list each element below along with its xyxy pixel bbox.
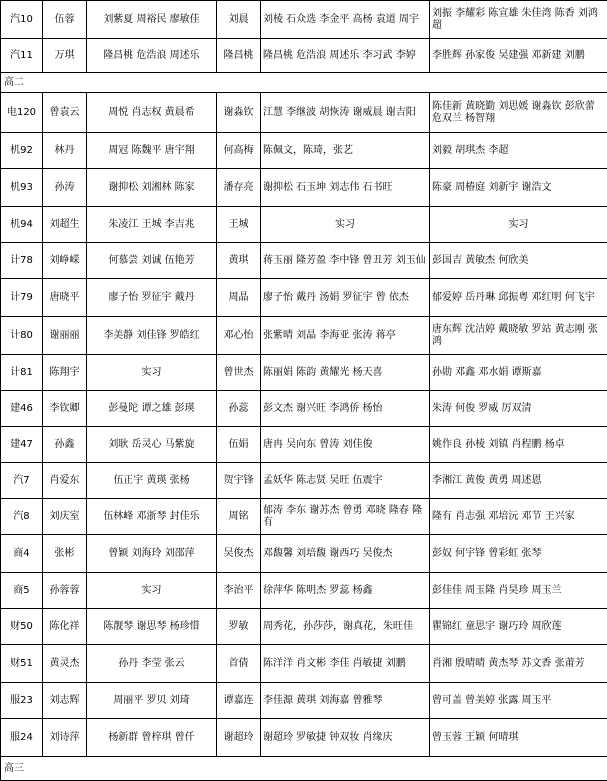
list-a-cell: 周秀花，孙莎莎，谢真花，朱旺佳 <box>261 609 430 645</box>
class-cell: 机92 <box>1 133 43 169</box>
members-cell: 谢抑松 刘湘林 陈家 <box>87 169 217 207</box>
table-row <box>1 355 607 391</box>
table-row <box>1 39 607 73</box>
list-a-cell: 谢超玲 罗敏捷 钟双妆 肖缘庆 <box>261 719 430 757</box>
members-cell: 何慕尝 刘诚 伍艳芳 <box>87 243 217 279</box>
members-cell: 隆昌桃 危浩浪 周述乐 <box>87 39 217 73</box>
list-a-cell: 陈洋洋 肖文彬 李佳 肖敏捷 刘鹏 <box>261 645 430 683</box>
table-row <box>1 535 607 573</box>
list-b-cell: 朱涛 何俊 罗威 厉双清 <box>430 391 607 427</box>
leader-cell: 谭嘉连 <box>217 683 261 719</box>
members-cell: 伍正宇 黄瑛 张杨 <box>87 463 217 499</box>
class-cell: 汽11 <box>1 39 43 73</box>
class-cell: 财51 <box>1 645 43 683</box>
table-row <box>1 93 607 133</box>
section-row <box>1 757 607 781</box>
members-cell: 周丽平 罗贝 刘琦 <box>87 683 217 719</box>
list-b-cell: 孙勋 邓鑫 邓水娟 谭斯嘉 <box>430 355 607 391</box>
list-b-cell: 曾可盖 曾美婷 张露 周玉平 <box>430 683 607 719</box>
list-a-cell: 廖子怡 戴丹 汤娟 罗征宇 曾 依杰 <box>261 279 430 317</box>
table-row <box>1 609 607 645</box>
table-row <box>1 207 607 243</box>
table-row <box>1 683 607 719</box>
list-a-cell: 郁涛 李东 谢苏杰 曾勇 邓晓 隆春 隆有 <box>261 499 430 535</box>
list-b-cell: 彭国吉 黄敏杰 何欣美 <box>430 243 607 279</box>
list-a-cell: 孟妖华 陈志贤 吴旺 伍震宇 <box>261 463 430 499</box>
leader-cell: 潘存亮 <box>217 169 261 207</box>
class-cell: 计80 <box>1 317 43 355</box>
head-teacher-cell: 张彬 <box>43 535 87 573</box>
leader-cell: 隆昌桃 <box>217 39 261 73</box>
list-b-cell: 刘毅 胡琪杰 李超 <box>430 133 607 169</box>
class-cell: 服23 <box>1 683 43 719</box>
members-cell: 李美静 刘佳锋 罗皓红 <box>87 317 217 355</box>
leader-cell: 李治平 <box>217 573 261 609</box>
class-cell: 计79 <box>1 279 43 317</box>
head-teacher-cell: 曾袁云 <box>43 93 87 133</box>
list-b-cell: 彭佳佳 周玉隆 肖昊珍 周玉兰 <box>430 573 607 609</box>
leader-cell: 何高梅 <box>217 133 261 169</box>
head-teacher-cell: 万琪 <box>43 39 87 73</box>
leader-cell: 邓心怡 <box>217 317 261 355</box>
table-row <box>1 719 607 757</box>
class-cell: 汽10 <box>1 1 43 39</box>
list-a-cell: 彭文杰 谢兴旺 李鸿侨 杨怡 <box>261 391 430 427</box>
list-b-cell: 肖湘 殷晴晴 黄杰琴 苏文香 张莆芳 <box>430 645 607 683</box>
class-cell: 商4 <box>1 535 43 573</box>
class-cell: 机94 <box>1 207 43 243</box>
members-cell: 杨新群 曾梓琪 曾仟 <box>87 719 217 757</box>
head-teacher-cell: 刘诗萍 <box>43 719 87 757</box>
list-a-cell: 唐冉 吴向东 曾涛 刘佳俊 <box>261 427 430 463</box>
head-teacher-cell: 孙蓉蓉 <box>43 573 87 609</box>
list-b-cell: 隆有 肖志强 邓培沅 邓节 王兴家 <box>430 499 607 535</box>
table-row <box>1 279 607 317</box>
head-teacher-cell: 谢丽丽 <box>43 317 87 355</box>
leader-cell: 吴俊杰 <box>217 535 261 573</box>
list-b-cell: 陈佳新 黄晓勤 刘思媛 谢淼钦 彭欣蕾 危双兰 杨智翔 <box>430 93 607 133</box>
class-cell: 财50 <box>1 609 43 645</box>
class-cell: 汽8 <box>1 499 43 535</box>
list-a-cell: 陈佩文，陈琦，张艺 <box>261 133 430 169</box>
class-cell: 商5 <box>1 573 43 609</box>
members-cell: 伍林峰 邓浙琴 封佳乐 <box>87 499 217 535</box>
class-cell: 服24 <box>1 719 43 757</box>
head-teacher-cell: 刘峥嵘 <box>43 243 87 279</box>
members-cell: 实习 <box>87 573 217 609</box>
list-b-cell: 曾玉蓉 王颖 何晴琪 <box>430 719 607 757</box>
list-a-cell: 邓馥馨 刘培馥 谢西巧 吴俊杰 <box>261 535 430 573</box>
leader-cell: 首倩 <box>217 645 261 683</box>
table-row <box>1 243 607 279</box>
leader-cell: 孙蕊 <box>217 391 261 427</box>
list-a-cell: 隆昌桃 危浩浪 周述乐 李习武 李婷 <box>261 39 430 73</box>
leader-cell: 伍娟 <box>217 427 261 463</box>
list-b-cell: 李胜辉 孙家俊 吴建强 邓新建 刘鹏 <box>430 39 607 73</box>
head-teacher-cell: 孙涛 <box>43 169 87 207</box>
leader-cell: 曾世杰 <box>217 355 261 391</box>
members-cell: 廖子怡 罗征宇 戴丹 <box>87 279 217 317</box>
list-a-cell: 刘棱 石众选 李金平 高杨 袁道 周宇 <box>261 1 430 39</box>
leader-cell: 刘晨 <box>217 1 261 39</box>
head-teacher-cell: 陈翔宇 <box>43 355 87 391</box>
leader-cell: 贺宇锋 <box>217 463 261 499</box>
table-row <box>1 317 607 355</box>
list-a-cell: 江慧 李继波 胡恢涛 谢威晨 谢吉阳 <box>261 93 430 133</box>
list-a-cell: 实习 <box>261 207 430 243</box>
class-cell: 电120 <box>1 93 43 133</box>
class-cell: 汽7 <box>1 463 43 499</box>
section-row <box>1 73 607 93</box>
members-cell: 刘耿 岳灵心 马紫旋 <box>87 427 217 463</box>
list-a-cell: 张紫晴 刘晶 李海亚 张涛 蒋亭 <box>261 317 430 355</box>
list-b-cell: 姚作良 孙棱 刘镇 肖程鹏 杨卓 <box>430 427 607 463</box>
list-b-cell: 实习 <box>430 207 607 243</box>
head-teacher-cell: 孙鑫 <box>43 427 87 463</box>
leader-cell: 周晶 <box>217 279 261 317</box>
leader-cell: 谢超玲 <box>217 719 261 757</box>
table-row <box>1 427 607 463</box>
members-cell: 朱凌江 王城 李吉兆 <box>87 207 217 243</box>
head-teacher-cell: 刘志辉 <box>43 683 87 719</box>
grade-section-label: 高二 <box>1 73 607 93</box>
list-b-cell: 刘振 李耀彩 陈宣雄 朱佳湾 陈香 刘鸿超 <box>430 1 607 39</box>
members-cell: 彭曼陀 谭之雄 彭瑛 <box>87 391 217 427</box>
table-row <box>1 391 607 427</box>
head-teacher-cell: 李钦卿 <box>43 391 87 427</box>
table-row <box>1 463 607 499</box>
list-a-cell: 徐萍华 陈明杰 罗蕊 杨鑫 <box>261 573 430 609</box>
table-row <box>1 169 607 207</box>
table-row <box>1 645 607 683</box>
list-a-cell: 蒋玉丽 隆芳盈 李中锋 曾丑芳 刘玉仙 <box>261 243 430 279</box>
members-cell: 刘紫夏 周裕民 廖敏佳 <box>87 1 217 39</box>
head-teacher-cell: 林丹 <box>43 133 87 169</box>
list-a-cell: 李佳源 黄琪 刘海嘉 曾雅琴 <box>261 683 430 719</box>
head-teacher-cell: 伍蓉 <box>43 1 87 39</box>
list-b-cell: 陈豪 周椿庭 刘新宇 谢浩文 <box>430 169 607 207</box>
members-cell: 周悦 肖志权 黄晨希 <box>87 93 217 133</box>
members-cell: 实习 <box>87 355 217 391</box>
class-cell: 机93 <box>1 169 43 207</box>
table-row <box>1 1 607 39</box>
leader-cell: 罗敏 <box>217 609 261 645</box>
head-teacher-cell: 刘超生 <box>43 207 87 243</box>
head-teacher-cell: 肖爱东 <box>43 463 87 499</box>
class-cell: 计81 <box>1 355 43 391</box>
list-a-cell: 陈丽娟 陈韵 黄耀光 杨天喜 <box>261 355 430 391</box>
table-row <box>1 133 607 169</box>
list-b-cell: 彭奴 何宇锋 曾彩虹 张琴 <box>430 535 607 573</box>
head-teacher-cell: 陈化祥 <box>43 609 87 645</box>
class-cell: 建47 <box>1 427 43 463</box>
list-b-cell: 李湘江 黄俊 黄勇 周述恩 <box>430 463 607 499</box>
members-cell: 孙丹 李莹 张云 <box>87 645 217 683</box>
grade-section-label: 高三 <box>1 757 607 781</box>
table-row <box>1 573 607 609</box>
head-teacher-cell: 刘庆室 <box>43 499 87 535</box>
list-b-cell: 瞿锦红 童思宇 谢巧玲 周欣莲 <box>430 609 607 645</box>
list-b-cell: 唐东辉 沈洁婷 戴晓敏 罗站 黄志刚 张鸿 <box>430 317 607 355</box>
class-cell: 计78 <box>1 243 43 279</box>
members-cell: 陈靓琴 谢思琴 杨珍惜 <box>87 609 217 645</box>
leader-cell: 黄琪 <box>217 243 261 279</box>
list-a-cell: 谢抑松 石玉坤 刘志伟 石书旺 <box>261 169 430 207</box>
list-b-cell: 郁爱婷 岳丹琳 邱振粤 邓红明 何飞宇 <box>430 279 607 317</box>
class-cell: 建46 <box>1 391 43 427</box>
head-teacher-cell: 唐晓平 <box>43 279 87 317</box>
leader-cell: 周铭 <box>217 499 261 535</box>
leader-cell: 王城 <box>217 207 261 243</box>
table-body <box>1 1 607 781</box>
leader-cell: 谢淼钦 <box>217 93 261 133</box>
table-row <box>1 499 607 535</box>
members-cell: 曾颖 刘海玲 刘邵萍 <box>87 535 217 573</box>
members-cell: 周冠 陈魏平 唐宇翔 <box>87 133 217 169</box>
head-teacher-cell: 黄灵杰 <box>43 645 87 683</box>
